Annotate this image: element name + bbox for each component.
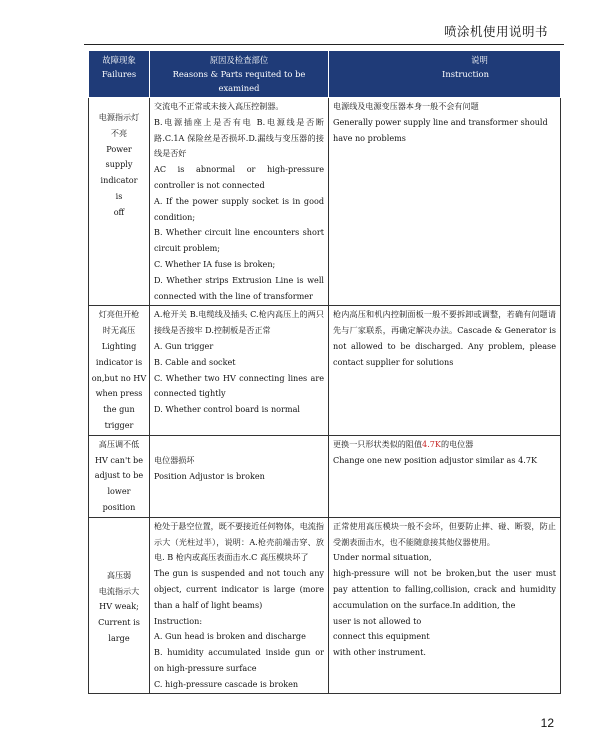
table-row	[89, 306, 561, 435]
failure-cell: 高压弱 电流指示大 HV weak; Current is large	[89, 517, 150, 694]
instruction-cell: 电源线及电源变压器本身一般不会有问题 Generally power supply line and transformer should have no problems	[329, 98, 561, 306]
troubleshooting-table	[88, 50, 561, 694]
failure-cell: 灯亮但开枪 时无高压 Lighting indicator is on,but no HV when press the gun trigger	[89, 306, 150, 435]
failure-cell: 高压调不低 HV can't be adjust to be lower position	[89, 435, 150, 517]
table-row	[89, 98, 561, 306]
document-title: 喷涂机使用说明书	[443, 24, 548, 39]
reasons-cell: 电位器损坏 Position Adjustor is broken	[150, 435, 329, 517]
table-header-row	[89, 51, 561, 98]
column-header-reasons: 原因及检查部位 Reasons & Parts requited to be examined	[150, 51, 329, 98]
table-row	[89, 435, 561, 517]
resistance-value-highlight: 4.7K	[422, 438, 441, 449]
instruction-cell: 正常使用高压模块一般不会坏，但要防止摔、碰、断裂，防止受潮表面击水，也不能随意接其他仪器使用。 Under normal situation, high-pressure will not be broken,but the user must pay attention to falling,collision, crack and humidity accumulation on the surface.In addition, the user is not allowed to connect this equipment with other instrument.	[329, 517, 561, 694]
reasons-cell: 枪处于悬空位置，既不要接近任何物体，电流指示大（光柱过半），说明：A.枪壳前端击穿、放电. B 枪内或高压表面击水.C 高压模块坏了 The gun is suspended and not touch any object, current indicator is large (more than a half of light beams) Instruction: A. Gun head is broken and discharge B. humidity accumulated inside gun or on high-pressure surface C. high-pressure cascade is broken	[150, 517, 329, 694]
column-header-instruction: 说明 Instruction	[329, 51, 561, 98]
table-row	[89, 517, 561, 694]
page-number: 12	[540, 716, 554, 730]
instruction-cell: 更换一只形状类似的阻值4.7K的电位器 Change one new position adjustor similar as 4.7K	[329, 435, 561, 517]
header-divider	[84, 44, 564, 45]
column-header-failures: 故障现象 Failures	[89, 51, 150, 98]
failure-cell: 电源指示灯 不亮 Power supply indicator is off	[89, 98, 150, 306]
reasons-cell: 交流电不正常或未接入高压控制器。 B.电源插座上是否有电 B.电源线是否断路.C.1A 保险丝是否损坏.D.漏线与变压器的接线是否好 AC is abnormal or high-pressure controller is not connected A. If the power supply socket is in good condition; B. Whether circuit line encounters short circuit problem; C. Whether IA fuse is broken; D. Whether strips Extrusion Line is well connected with the line of transformer	[150, 98, 329, 306]
reasons-cell: A.枪开关 B.电缆线及插头 C.枪内高压上的两只接线是否接牢 D.控制板是否正常 A. Gun trigger B. Cable and socket C. Whether two HV connecting lines are connected tightly D. Whether control board is normal	[150, 306, 329, 435]
instruction-cell: 枪内高压和机内控制面板一般不要拆卸或调整，若确有问题请先与厂家联系，再确定解决办法。Cascade & Generator is not allowed to be discharged. Any problem, please contact supplier for solutions	[329, 306, 561, 435]
